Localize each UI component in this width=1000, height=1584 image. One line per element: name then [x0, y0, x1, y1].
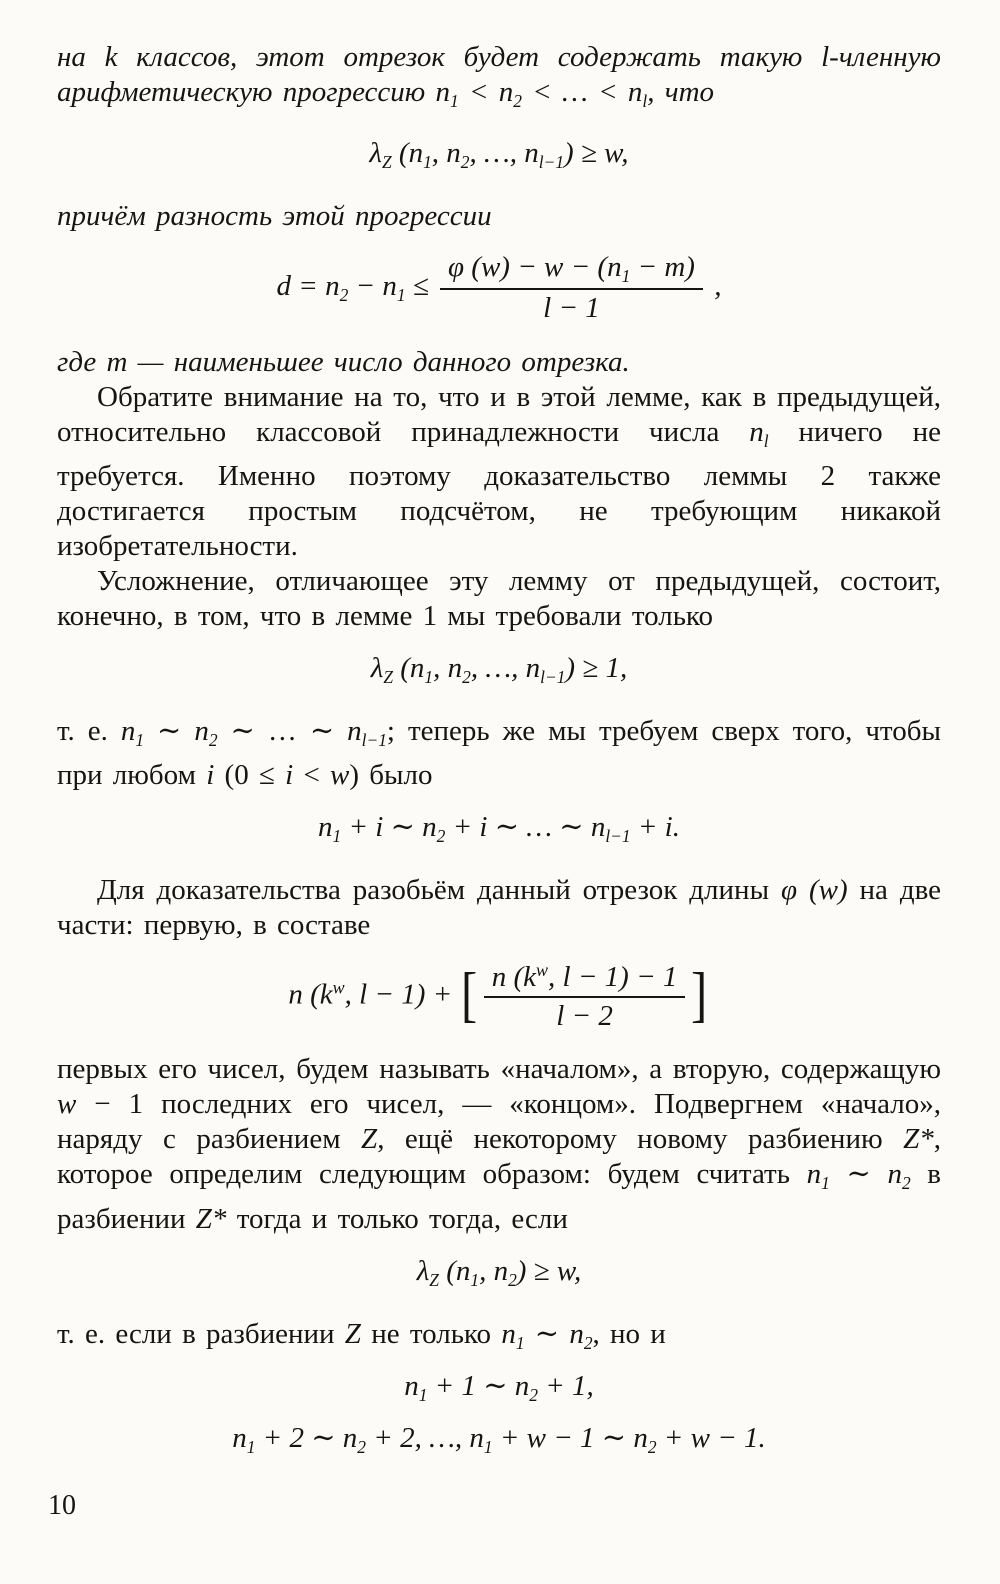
page-number: 10 — [48, 1490, 76, 1521]
paragraph-beginning-end: первых его чисел, будем называть «началом», а вторую, содержащую w − 1 последних его чисел, — «концом». Подвергнем «начало», наряду с разбиением Z, ещё некоторому новому разбиению Z*, которое определим следующим образом: будем считать $n_1$ ∼ $n_2$ в разбиении Z* тогда и только тогда, если — [57, 1053, 942, 1235]
formula-shift-series: $n_1 + 2$ ∼ $n_2 + 2$, …, $n_1 + w - 1$ ∼ $n_2 + w - 1$. — [232, 1421, 766, 1457]
paragraph-smallest-number: где m — наименьшее число данного отрезка. — [57, 345, 630, 378]
formula-shift-one: $n_1 + 1$ ∼ $n_2 + 1$, — [404, 1369, 594, 1405]
page-content — [57, 40, 941, 1473]
paragraph-progression-difference: причём разность этой прогрессии — [57, 200, 492, 233]
formula-difference-bound: $d = n_2 - n_1$ ≤ $\frac{\varphi (w) - w - (n_1 - m)}{l - 1}$ , — [276, 251, 722, 325]
formula-lambda-geq-1: $\lambda_Z$ ($n_1$, $n_2$, …, $n_{l-1}) \ge 1$, — [370, 651, 628, 687]
formula-segment-length: n ($k^w$, l − 1) + [ $\frac{n (k^w, l - 1) - 1}{l - 2}$ ] — [288, 959, 708, 1033]
paragraph-ie-partition: т. е. если в разбиении Z не только $n_1$ ∼ $n_2$, но и — [57, 1317, 666, 1353]
formula-lambda-geq-w: $\lambda_Z$ ($n_1$, $n_2$, …, $n_{l-1}) \ge w$, — [369, 137, 629, 173]
paragraph-ie-equivalence: т. е. $n_1$ ∼ $n_2$ ∼ … ∼ $n_{l-1}$; теперь же мы требуем сверх того, чтобы при любом i (0 ≤ i < w) было — [57, 714, 941, 791]
paragraph-lemma-statement: на k классов, этот отрезок будет содержать такую l-членную арифметическую прогрессию $n_1 < n_2$ < … < $n_l$, что — [57, 41, 941, 112]
paragraph-proof-split: Для доказательства разобьём данный отрезок длины φ (w) на две части: первую, в составе — [57, 873, 941, 941]
paragraph-note-lemma: Обратите внимание на то, что и в этой лемме, как в предыдущей, относительно классовой принадлежности числа $n_l$ ничего не требуется. Именно поэтому доказательство леммы 2 также достигается простым подсчётом, не требующим никакой изобретательности. — [57, 380, 941, 562]
paragraph-complication: Усложнение, отличающее эту лемму от предыдущей, состоит, конечно, в том, что в лемме 1 мы требовали только — [57, 564, 941, 632]
formula-lambda-pair-geq-w: $\lambda_Z$ ($n_1$, $n_2) \ge w$, — [416, 1254, 582, 1290]
formula-shifted-equivalence: $n_1 + i$ ∼ $n_2 + i$ ∼ … ∼ $n_{l-1} + i$. — [317, 810, 680, 846]
